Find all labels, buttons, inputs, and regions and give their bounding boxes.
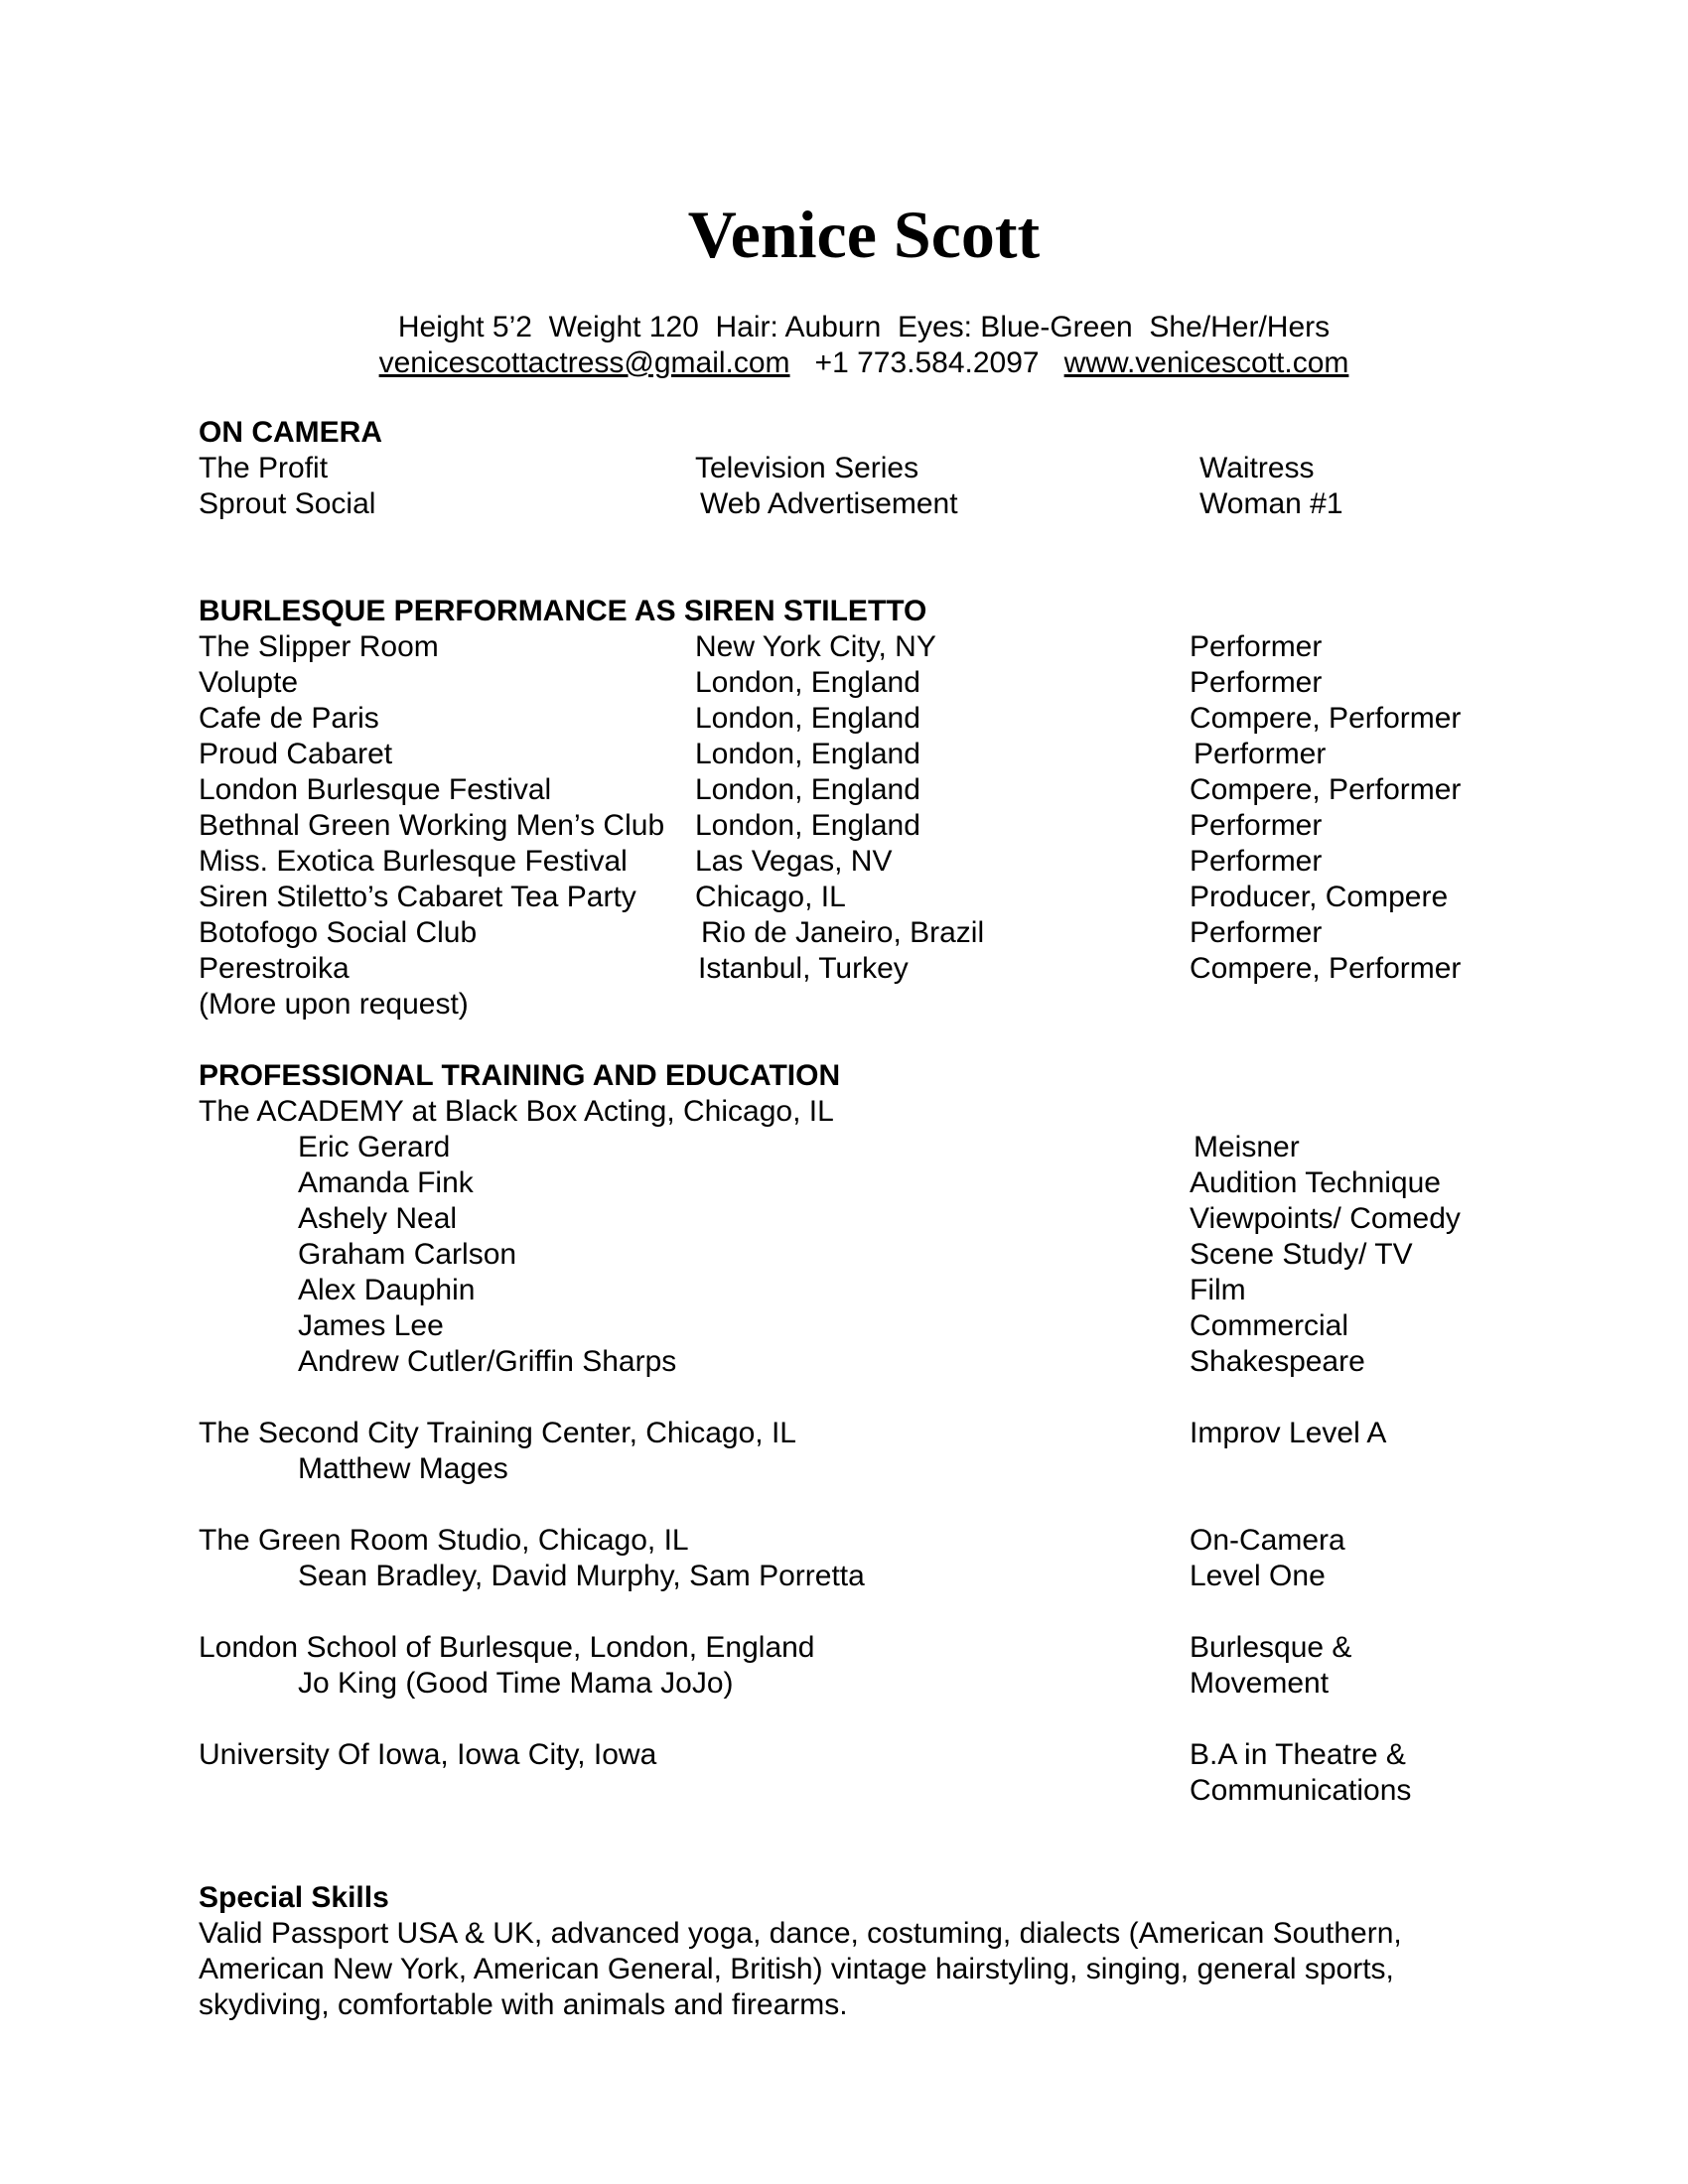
green-room-subject: On-Camera: [1190, 1524, 1345, 1557]
skills-text: Valid Passport USA & UK, advanced yoga, dance, costuming, dialects (American Southern, American New York, American General, British) vintage hairstyling, singing, general sports, skydiving, comfortable with animals and firearms.: [199, 1917, 1402, 2021]
location: London, England: [695, 809, 920, 842]
role: Compere, Performer: [1190, 952, 1462, 985]
venue: Miss. Exotica Burlesque Festival: [199, 845, 628, 878]
london-school-subject-2: Movement: [1190, 1667, 1330, 1700]
performer-name: Venice Scott: [687, 197, 1041, 272]
london-school: London School of Burlesque, London, England: [199, 1631, 815, 1664]
teacher-name: Andrew Cutler/Griffin Sharps: [298, 1345, 677, 1378]
skills-heading: Special Skills: [199, 1881, 389, 1914]
on-camera-heading: ON CAMERA: [199, 416, 382, 449]
teacher-name: James Lee: [298, 1309, 444, 1342]
university-degree-2: Communications: [1190, 1774, 1412, 1807]
teacher-name: Amanda Fink: [298, 1166, 474, 1199]
venue: Siren Stiletto’s Cabaret Tea Party: [199, 881, 636, 913]
location: Las Vegas, NV: [695, 845, 893, 878]
more-upon-request: (More upon request): [199, 988, 469, 1021]
location: New York City, NY: [695, 630, 936, 663]
location: London, England: [695, 738, 920, 770]
credit-title: Sprout Social: [199, 487, 376, 520]
location: London, England: [695, 666, 920, 699]
credit-role: Waitress: [1199, 452, 1315, 484]
second-city-subject: Improv Level A: [1190, 1417, 1387, 1449]
teacher-name: Eric Gerard: [298, 1131, 451, 1163]
green-room-school: The Green Room Studio, Chicago, IL: [199, 1524, 689, 1557]
role: Compere, Performer: [1190, 773, 1462, 806]
venue: Bethnal Green Working Men’s Club: [199, 809, 665, 842]
london-school-teacher: Jo King (Good Time Mama JoJo): [298, 1667, 734, 1700]
teacher-subject: Film: [1190, 1274, 1246, 1306]
training-heading: PROFESSIONAL TRAINING AND EDUCATION: [199, 1059, 841, 1092]
teacher-name: Alex Dauphin: [298, 1274, 476, 1306]
credit-title: The Profit: [199, 452, 329, 484]
teacher-subject: Commercial: [1190, 1309, 1349, 1342]
role: Performer: [1190, 666, 1323, 699]
teacher-subject: Viewpoints/ Comedy: [1190, 1202, 1461, 1235]
venue: Perestroika: [199, 952, 350, 985]
location: London, England: [695, 702, 920, 735]
location: London, England: [695, 773, 920, 806]
university-degree: B.A in Theatre &: [1190, 1738, 1406, 1771]
second-city-teacher: Matthew Mages: [298, 1452, 508, 1485]
venue: London Burlesque Festival: [199, 773, 552, 806]
teacher-subject: Scene Study/ TV: [1190, 1238, 1413, 1271]
role: Performer: [1190, 916, 1323, 949]
role: Compere, Performer: [1190, 702, 1462, 735]
website-link[interactable]: www.venicescott.com: [1063, 346, 1349, 379]
green-room-subject-2: Level One: [1190, 1560, 1326, 1592]
location: Rio de Janeiro, Brazil: [701, 916, 985, 949]
second-city-school: The Second City Training Center, Chicago, IL: [199, 1417, 796, 1449]
credit-type: Television Series: [695, 452, 919, 484]
university: University Of Iowa, Iowa City, Iowa: [199, 1738, 657, 1771]
physical-stats: Height 5’2 Weight 120 Hair: Auburn Eyes: Blue-Green She/Her/Hers: [397, 311, 1331, 343]
venue: Botofogo Social Club: [199, 916, 478, 949]
location: Istanbul, Turkey: [698, 952, 909, 985]
venue: Volupte: [199, 666, 299, 699]
credit-type: Web Advertisement: [700, 487, 958, 520]
venue: Proud Cabaret: [199, 738, 393, 770]
role: Performer: [1194, 738, 1327, 770]
teacher-name: Ashely Neal: [298, 1202, 458, 1235]
green-room-teachers: Sean Bradley, David Murphy, Sam Porretta: [298, 1560, 865, 1592]
academy-school: The ACADEMY at Black Box Acting, Chicago, IL: [199, 1095, 834, 1128]
contact-line: [0, 345, 1688, 381]
teacher-subject: Meisner: [1194, 1131, 1300, 1163]
burlesque-heading: BURLESQUE PERFORMANCE AS SIREN STILETTO: [199, 595, 927, 627]
role: Performer: [1190, 809, 1323, 842]
teacher-name: Graham Carlson: [298, 1238, 517, 1271]
venue: Cafe de Paris: [199, 702, 379, 735]
role: Performer: [1190, 630, 1323, 663]
email-link[interactable]: venicescottactress@gmail.com: [378, 346, 790, 379]
role: Performer: [1190, 845, 1323, 878]
phone-number: +1 773.584.2097: [814, 346, 1040, 379]
credit-role: Woman #1: [1199, 487, 1343, 520]
venue: The Slipper Room: [199, 630, 439, 663]
teacher-subject: Shakespeare: [1190, 1345, 1365, 1378]
london-school-subject: Burlesque &: [1190, 1631, 1352, 1664]
teacher-subject: Audition Technique: [1190, 1166, 1441, 1199]
location: Chicago, IL: [695, 881, 846, 913]
role: Producer, Compere: [1190, 881, 1449, 913]
